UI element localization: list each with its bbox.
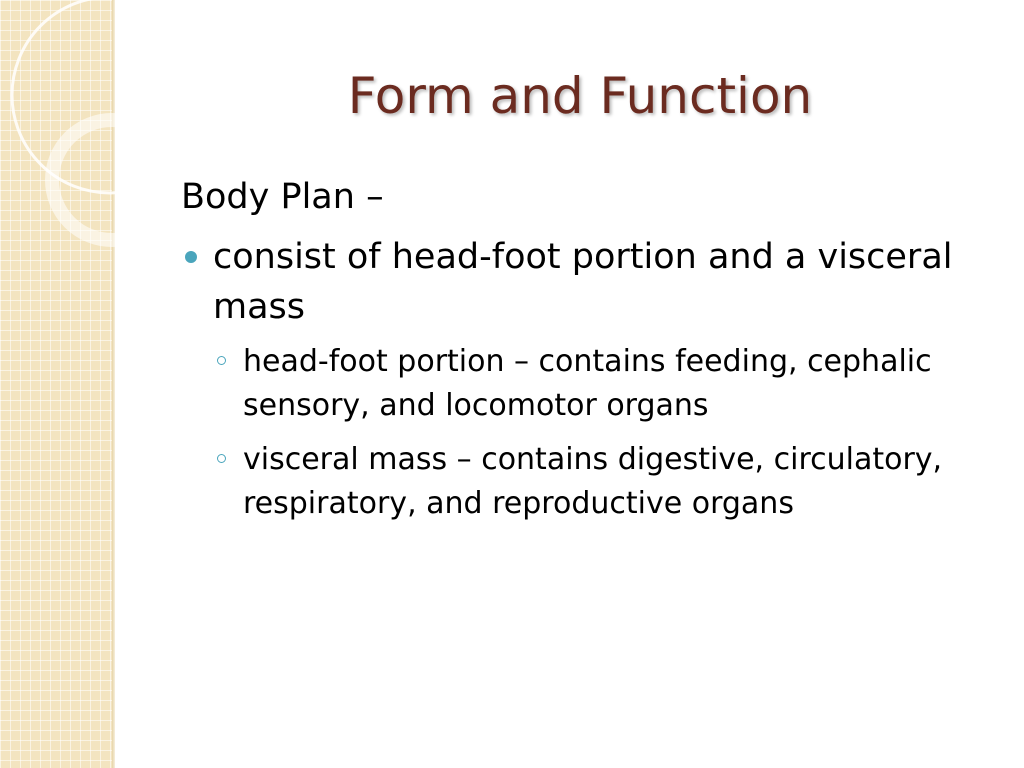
bullet-text: consist of head-foot portion and a visceral mass	[213, 237, 953, 327]
sub-bullet-text: visceral mass – contains digestive, circulatory, respiratory, and reproductive organs	[243, 442, 943, 521]
filled-circle-bullet-icon	[185, 251, 197, 263]
lead-heading: Body Plan –	[181, 177, 384, 217]
hollow-circle-bullet-icon	[217, 356, 226, 365]
slide-body	[181, 172, 991, 536]
bullet-item	[181, 232, 991, 332]
hollow-circle-bullet-icon	[217, 454, 226, 463]
sub-bullet-item	[181, 340, 991, 428]
decorative-rings	[0, 0, 180, 260]
sub-bullet-text: head-foot portion – contains feeding, cephalic sensory, and locomotor organs	[243, 344, 932, 423]
slide-title: Form and Function	[347, 67, 813, 125]
sub-bullet-item	[181, 438, 991, 526]
